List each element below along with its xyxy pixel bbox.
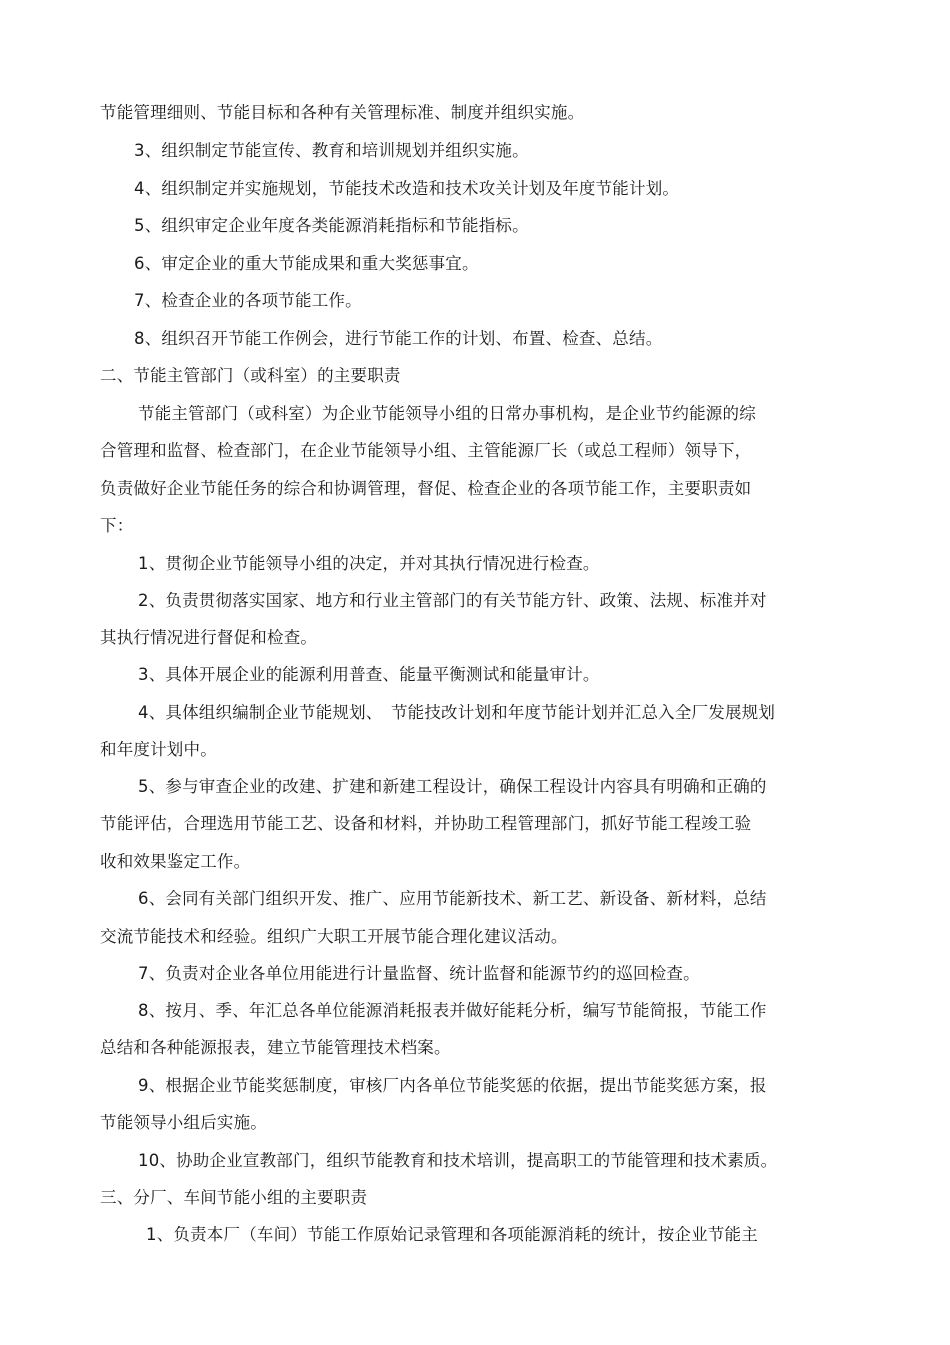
text-line: 2、负责贯彻落实国家、地方和行业主管部门的有关节能方针、政策、法规、标准并对: [138, 591, 767, 610]
text-line: 8、按月、季、年汇总各单位能源消耗报表并做好能耗分析，编写节能简报，节能工作: [138, 1001, 767, 1020]
text-line: 总结和各种能源报表，建立节能管理技术档案。: [100, 1038, 451, 1057]
text-line: 9、根据企业节能奖惩制度，审核厂内各单位节能奖惩的依据，提出节能奖惩方案，报: [138, 1076, 767, 1095]
text-line: 5、参与审查企业的改建、扩建和新建工程设计，确保工程设计内容具有明确和正确的: [138, 777, 767, 796]
text-line: 7、负责对企业各单位用能进行计量监督、统计监督和能源节约的巡回检查。: [138, 964, 700, 983]
section-heading: 三、分厂、车间节能小组的主要职责: [100, 1188, 368, 1207]
text-line: 3、组织制定节能宣传、教育和培训规划并组织实施。: [134, 141, 529, 160]
section-heading: 二、节能主管部门（或科室）的主要职责: [100, 366, 401, 385]
text-line: 1、贯彻企业节能领导小组的决定，并对其执行情况进行检查。: [138, 554, 600, 573]
text-line: 4、组织制定并实施规划，节能技术改造和技术攻关计划及年度节能计划。: [134, 179, 680, 198]
text-line: 收和效果鉴定工作。: [100, 852, 251, 871]
text-line: 6、会同有关部门组织开发、推广、应用节能新技术、新工艺、新设备、新材料，总结: [138, 889, 767, 908]
text-line: 5、组织审定企业年度各类能源消耗指标和节能指标。: [134, 216, 529, 235]
text-line: 8、组织召开节能工作例会，进行节能工作的计划、布置、检查、总结。: [134, 329, 663, 348]
text-line: 10、协助企业宣教部门，组织节能教育和技术培训，提高职工的节能管理和技术素质。: [138, 1151, 778, 1170]
text-line: 6、审定企业的重大节能成果和重大奖惩事宜。: [134, 254, 479, 273]
text-line: 其执行情况进行督促和检查。: [100, 628, 318, 647]
text-line: 合管理和监督、检查部门，在企业节能领导小组、主管能源厂长（或总工程师）领导下，: [100, 441, 752, 460]
text-line: 1、负责本厂（车间）节能工作原始记录管理和各项能源消耗的统计，按企业节能主: [146, 1225, 758, 1244]
text-line: 节能管理细则、节能目标和各种有关管理标准、制度并组织实施。: [100, 103, 585, 122]
text-line: 交流节能技术和经验。组织广大职工开展节能合理化建议活动。: [100, 927, 568, 946]
text-line: 和年度计划中。: [100, 740, 217, 759]
text-line: 节能评估，合理选用节能工艺、设备和材料，并协助工程管理部门，抓好节能工程竣工验: [100, 814, 752, 833]
text-line: 节能领导小组后实施。: [100, 1113, 267, 1132]
text-line: 负责做好企业节能任务的综合和协调管理，督促、检查企业的各项节能工作，主要职责如: [100, 479, 752, 498]
text-line: 3、具体开展企业的能源利用普查、能量平衡测试和能量审计。: [138, 665, 600, 684]
text-line: 节能主管部门（或科室）为企业节能领导小组的日常办事机构，是企业节约能源的综: [138, 404, 756, 423]
text-line: 4、具体组织编制企业节能规划、 节能技改计划和年度节能计划并汇总入全厂发展规划: [138, 703, 776, 722]
text-line: 7、检查企业的各项节能工作。: [134, 291, 362, 310]
text-line: 下：: [100, 516, 134, 535]
